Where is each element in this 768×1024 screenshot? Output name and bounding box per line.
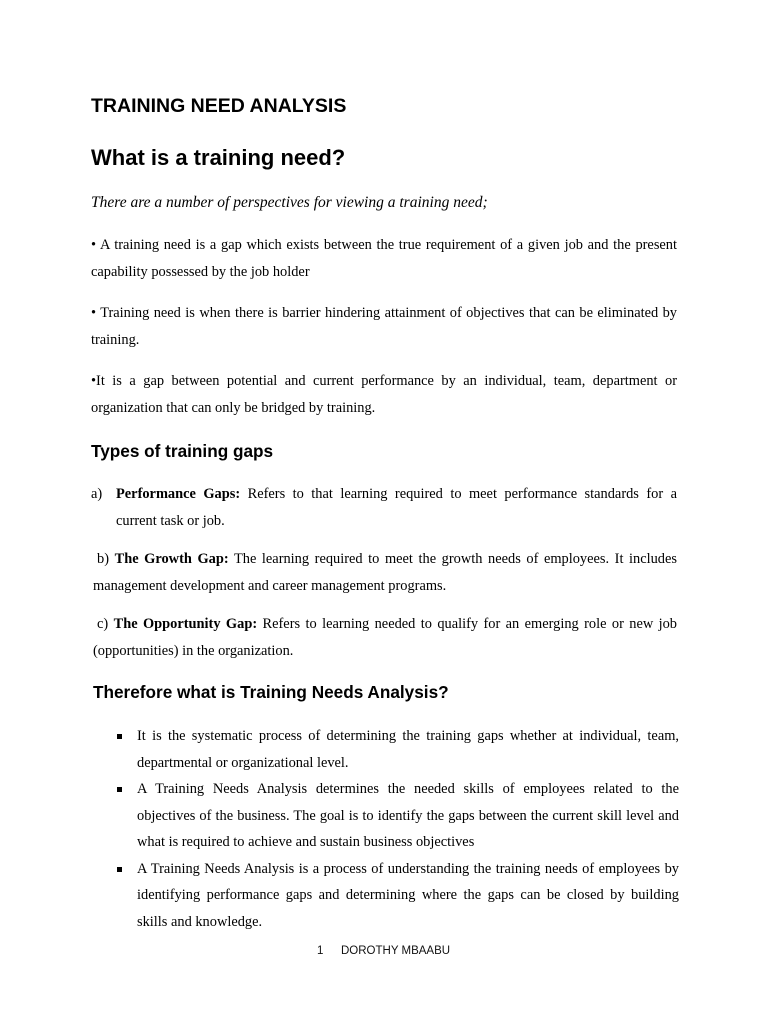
gap-item-growth [93, 546, 677, 599]
section-heading-what-is-training-need: What is a training need? [91, 145, 346, 170]
list-item [137, 723, 679, 776]
paragraph-line: •It is a gap between potential and current performance by an individual, team, department or [91, 373, 677, 389]
list-item-line: identifying performance gaps and determining where the gaps can be closed by building [137, 887, 679, 903]
bullet-paragraph [91, 232, 677, 285]
bullet-paragraph [91, 368, 677, 421]
bullet-paragraph [91, 300, 677, 353]
section-heading-what-is-tna: Therefore what is Training Needs Analysis? [93, 682, 449, 702]
footer-page-number: 1 [317, 945, 324, 957]
gap-item-text: management development and career management programs. [93, 577, 447, 594]
list-item-line: departmental or organizational level. [137, 754, 349, 771]
gap-item-marker: b) [97, 551, 109, 567]
gap-item-label: The Growth Gap: [114, 551, 229, 567]
paragraph-line: • A training need is a gap which exists between the true requirement of a given job and the present [91, 237, 677, 253]
paragraph-line: • Training need is when there is barrier hindering attainment of objectives that can be eliminated by [91, 305, 677, 321]
gap-item-marker: c) [97, 616, 109, 632]
tna-bullet-list [137, 723, 679, 935]
paragraph-line: capability possessed by the job holder [91, 263, 310, 280]
list-item-line: A Training Needs Analysis is a process of understanding the training needs of employees by [137, 860, 679, 877]
gap-item-text: The learning required to meet the growth needs of employees. It includes [233, 551, 677, 567]
gap-item-performance [116, 481, 677, 534]
gap-item-text: (opportunities) in the organization. [93, 642, 294, 659]
gap-item-text: Refers to that learning required to meet performance standards for a [247, 486, 677, 502]
footer-author: DOROTHY MBAABU [341, 945, 451, 957]
paragraph-line: organization that can only be bridged by training. [91, 399, 376, 416]
gap-item-opportunity [93, 611, 677, 664]
gap-item-marker: a) [91, 486, 103, 502]
list-item-line: skills and knowledge. [137, 913, 263, 930]
square-bullet-icon [117, 787, 122, 792]
document-title: TRAINING NEED ANALYSIS [91, 95, 347, 117]
list-item-line: A Training Needs Analysis determines the needed skills of employees related to the [137, 781, 679, 797]
paragraph-line: training. [91, 331, 140, 348]
section-heading-types-of-gaps: Types of training gaps [91, 441, 274, 461]
section-intro: There are a number of perspectives for viewing a training need; [91, 194, 488, 211]
gap-item-line [93, 546, 677, 573]
gap-item-line [93, 611, 677, 638]
list-item-line: It is the systematic process of determining the training gaps whether at individual, team, [137, 728, 679, 744]
list-item [137, 856, 679, 936]
square-bullet-icon [117, 867, 122, 872]
gap-item-text: Refers to learning needed to qualify for an emerging role or new job [262, 616, 678, 632]
gap-item-label: The Opportunity Gap: [113, 616, 258, 632]
list-item [137, 776, 679, 856]
gap-item-text: current task or job. [116, 512, 225, 529]
square-bullet-icon [117, 734, 122, 739]
list-item-line: what is required to achieve and sustain business objectives [137, 834, 475, 850]
gap-item-line [116, 481, 677, 508]
gap-item-label: Performance Gaps: [116, 486, 241, 502]
list-item-line: objectives of the business. The goal is to identify the gaps between the current skill level and [137, 807, 679, 824]
